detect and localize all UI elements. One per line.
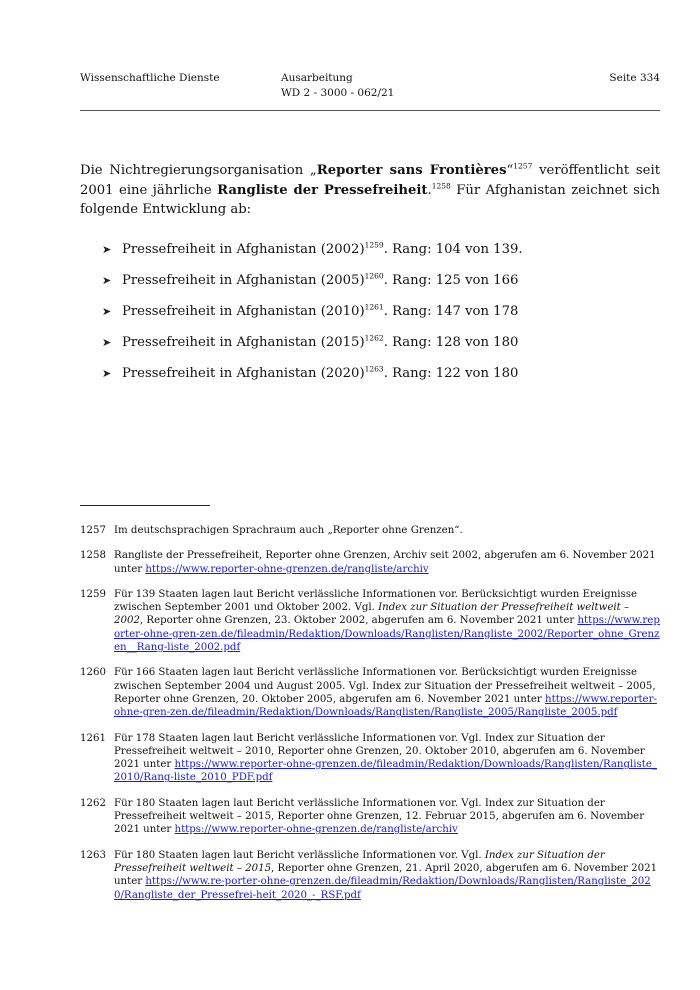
footnote-1259: [80, 588, 660, 654]
intro-paragraph: [80, 161, 660, 220]
footnote-1260: [80, 666, 660, 719]
footnote-link[interactable]: https://www.reporter-ohne-gren-zen.de/fileadmin/Redaktion/Downloads/Ranglisten/Rangliste_2005/Rangliste_2005.pdf: [114, 693, 657, 719]
item-text: Pressefreiheit in Afghanistan (2002): [122, 242, 365, 257]
footnote-1263: [80, 849, 660, 902]
item-text: Pressefreiheit in Afghanistan (2005): [122, 273, 365, 288]
org-name: Reporter sans Frontières: [316, 163, 507, 178]
footnote-divider: [80, 505, 210, 506]
item-rank: . Rang: 125 von 166: [383, 273, 519, 288]
item-rank: . Rang: 147 von 178: [383, 304, 519, 319]
footnote-link[interactable]: https://www.re-porter-ohne-grenzen.de/fileadmin/Redaktion/Downloads/Ranglisten/Rangliste_2020/Rangliste_der_Pressefrei-heit_2020_-_RSF.pdf: [114, 876, 651, 901]
footnote-text: Für 180 Staaten lagen laut Bericht verlässliche Informationen vor. Vgl.: [114, 849, 485, 861]
footnote-link[interactable]: https://www.reporter-ohne-grenzen.de/rangliste/archiv: [174, 824, 458, 836]
footnote-text: , Reporter ohne Grenzen, 23. Oktober 2002, abgerufen am 6. November 2021 unter: [139, 615, 578, 627]
footnote-number: 1261: [80, 732, 106, 744]
ranking-list: [102, 240, 622, 395]
intro-text: “: [506, 163, 514, 178]
intro-text: veröffentlicht seit 2001 eine jährliche: [80, 163, 660, 198]
footnote-ref[interactable]: 1259: [364, 240, 384, 250]
item-rank: . Rang: 122 von 180: [383, 366, 519, 381]
footnote-text: Für 180 Staaten lagen laut Bericht verlässliche Informationen vor. Vgl. Index zur Situation der Pressefreiheit weltweit – 2015, Reporter ohne Grenzen, 12. Februar 2015, abgerufen am 6. November 2021 unter: [114, 797, 645, 836]
list-item: [102, 364, 622, 395]
footnote-number: 1257: [80, 525, 106, 536]
item-text: Pressefreiheit in Afghanistan (2015): [122, 335, 365, 350]
footnote-ref[interactable]: 1261: [364, 302, 384, 312]
footnote-1258: [80, 549, 660, 576]
footnote-number: 1259: [80, 588, 106, 600]
header-document: [281, 71, 394, 101]
header-doc-type: Ausarbeitung: [281, 72, 353, 84]
footnote-1257: [80, 524, 660, 537]
header-doc-number: WD 2 - 3000 - 062/21: [281, 87, 395, 99]
arrow-bullet-icon: ➤: [102, 274, 112, 287]
item-text: Pressefreiheit in Afghanistan (2020): [122, 366, 365, 381]
footnote-text: Für 139 Staaten lagen laut Bericht verlässliche Informationen vor. Berücksichtigt wurden Ereignisse zwischen September 2001 und Oktober 2002. Vgl.: [114, 588, 637, 614]
footnote-ref[interactable]: 1257: [513, 161, 533, 171]
footnote-1261: [80, 732, 660, 785]
header-divider: [80, 110, 660, 111]
page-number: Seite 334: [609, 72, 660, 84]
footnote-title: Index zur Situation der Pressefreiheit weltweit – 2002: [114, 602, 630, 627]
list-item: [102, 271, 622, 302]
arrow-bullet-icon: ➤: [102, 367, 112, 380]
footnote-ref[interactable]: 1262: [364, 333, 384, 343]
footnote-link[interactable]: https://www.reporter-ohne-gren-zen.de/fileadmin/Redaktion/Downloads/Ranglisten/Rangliste_2002/Reporter_ohne_Grenzen__Rang-liste_2002.pdf: [114, 615, 660, 654]
arrow-bullet-icon: ➤: [102, 305, 112, 318]
footnote-text: Im deutschsprachigen Sprachraum auch „Reporter ohne Grenzen“.: [114, 525, 463, 536]
footnote-title: Index zur Situation der Pressefreiheit weltweit – 2015: [114, 849, 605, 874]
list-item: [102, 240, 622, 271]
footnote-number: 1263: [80, 849, 106, 861]
footnote-1262: [80, 797, 660, 837]
intro-text: .: [427, 182, 432, 198]
footnotes: [80, 524, 660, 914]
item-rank: . Rang: 104 von 139.: [383, 242, 523, 257]
footnote-link[interactable]: https://www.reporter-ohne-grenzen.de/rangliste/archiv: [145, 563, 429, 575]
footnote-number: 1262: [80, 797, 106, 809]
footnote-ref[interactable]: 1258: [431, 181, 451, 191]
footnote-text: Für 178 Staaten lagen laut Bericht verlässliche Informationen vor. Vgl. Index zur Situation der Pressefreiheit weltweit – 2010, Reporter ohne Grenzen, 20. Oktober 2010, abgerufen am 6. November 2021 unter: [114, 732, 645, 771]
arrow-bullet-icon: ➤: [102, 243, 112, 256]
intro-text: Die Nichtregierungsorganisation „: [80, 163, 317, 178]
item-text: Pressefreiheit in Afghanistan (2010): [122, 304, 365, 319]
footnote-text: Für 166 Staaten lagen laut Bericht verlässliche Informationen vor. Berücksichtigt wurden Ereignisse zwischen September 2004 und August 2005. Vgl. Index zur Situation der Pressefreiheit weltweit – 2005, Reporter ohne Grenzen, 20. Oktober 2005, abgerufen am 6. November 2021 unter: [114, 667, 656, 705]
footnote-text: , Reporter ohne Grenzen, 21. April 2020, abgerufen am 6. November 2021 unter: [114, 862, 658, 888]
footnote-ref[interactable]: 1263: [364, 364, 384, 374]
ranking-name: Rangliste der Pressefreiheit: [217, 182, 428, 198]
arrow-bullet-icon: ➤: [102, 336, 112, 349]
item-rank: . Rang: 128 von 180: [383, 335, 519, 350]
footnote-number: 1260: [80, 667, 106, 679]
intro-text: Für Afghanistan zeichnet sich folgende Entwicklung ab:: [80, 182, 660, 217]
list-item: [102, 302, 622, 333]
header-institution: Wissenschaftliche Dienste: [80, 72, 220, 84]
footnote-ref[interactable]: 1260: [364, 271, 384, 281]
footnote-number: 1258: [80, 550, 106, 562]
footnote-text: Rangliste der Pressefreiheit, Reporter ohne Grenzen, Archiv seit 2002, abgerufen am 6. November 2021 unter: [114, 550, 656, 575]
footnote-link[interactable]: https://www.reporter-ohne-grenzen.de/fileadmin/Redaktion/Downloads/Ranglisten/Rangliste_2010/Rang-liste_2010_PDF.pdf: [114, 759, 657, 784]
list-item: [102, 333, 622, 364]
